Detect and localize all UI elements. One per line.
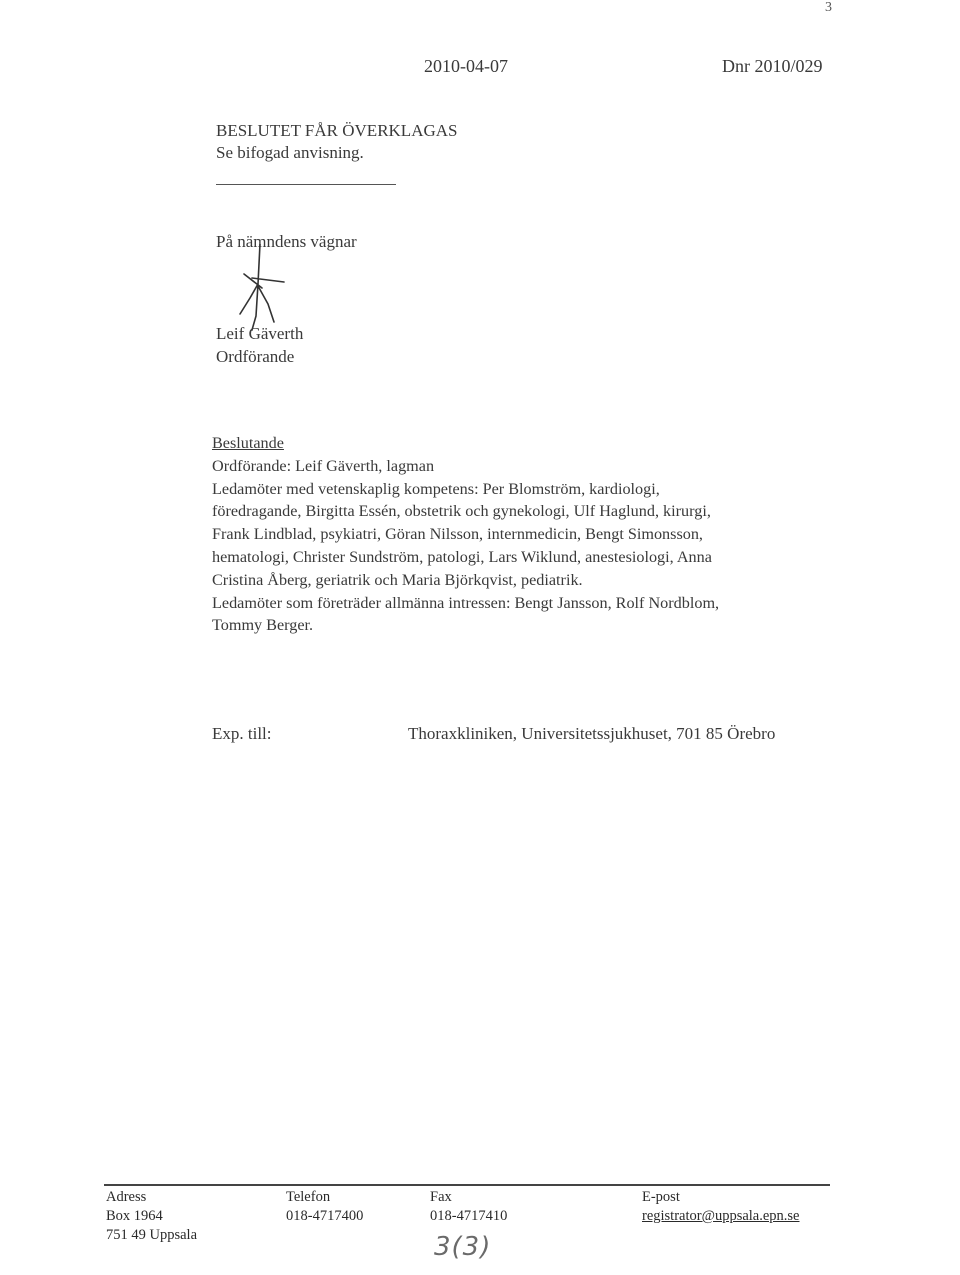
signatory-name: Leif Gäverth: [216, 324, 304, 343]
appeal-note: Se bifogad anvisning.: [216, 143, 364, 162]
separator-line: [216, 184, 396, 185]
footer-email: [642, 1188, 800, 1226]
appeal-section: [216, 120, 457, 164]
footer-address-label: Adress: [106, 1189, 147, 1205]
footer-address: [106, 1188, 197, 1245]
footer-email-link[interactable]: registrator@uppsala.epn.se: [642, 1208, 800, 1224]
footer-rule: [104, 1184, 830, 1186]
decision-makers-line: Ordförande: Leif Gäverth, lagman: [212, 456, 435, 475]
handwritten-page-mark: 3(3): [434, 1232, 492, 1262]
signatory-role: Ordförande: [216, 347, 295, 366]
decision-makers-line: hematologi, Christer Sundström, patologi, Lars Wiklund, anestesiologi, Anna: [212, 547, 712, 566]
footer-address-line2: 751 49 Uppsala: [106, 1227, 198, 1243]
appeal-title: BESLUTET FÅR ÖVERKLAGAS: [216, 121, 458, 140]
expedition-label: Exp. till:: [212, 724, 272, 743]
decision-makers-line: Cristina Åberg, geriatrik och Maria Björkqvist, pediatrik.: [212, 570, 583, 589]
signatory: [216, 322, 303, 368]
document-date: 2010-04-07: [424, 56, 508, 76]
expedition-recipient: Thoraxkliniken, Universitetssjukhuset, 701 85 Örebro: [408, 724, 776, 743]
decision-makers-line: Tommy Berger.: [212, 616, 314, 635]
decision-makers-line: Frank Lindblad, psykiatri, Göran Nilsson, internmedicin, Bengt Simonsson,: [212, 525, 703, 544]
footer-fax-label: Fax: [430, 1189, 452, 1205]
decision-makers-heading: Beslutande: [212, 434, 284, 452]
decision-makers-line: föredragande, Birgitta Essén, obstetrik och gynekologi, Ulf Haglund, kirurgi,: [212, 502, 711, 521]
page-number: 3: [825, 0, 832, 15]
footer-fax-value: 018-4717410: [430, 1208, 508, 1224]
decision-makers-section: [212, 432, 832, 637]
footer-email-label: E-post: [642, 1189, 680, 1205]
handwritten-signature: [222, 244, 292, 334]
footer-phone: [286, 1188, 363, 1226]
footer-phone-label: Telefon: [286, 1189, 331, 1205]
decision-makers-line: Ledamöter som företräder allmänna intressen: Bengt Jansson, Rolf Nordblom,: [212, 593, 720, 612]
footer-fax: [430, 1188, 507, 1226]
reference-number: Dnr 2010/029: [722, 56, 823, 76]
on-behalf-text: På nämndens vägnar: [216, 232, 357, 251]
decision-makers-line: Ledamöter med vetenskaplig kompetens: Per Blomström, kardiologi,: [212, 479, 660, 498]
footer-phone-value: 018-4717400: [286, 1208, 364, 1224]
footer-address-line1: Box 1964: [106, 1208, 163, 1224]
